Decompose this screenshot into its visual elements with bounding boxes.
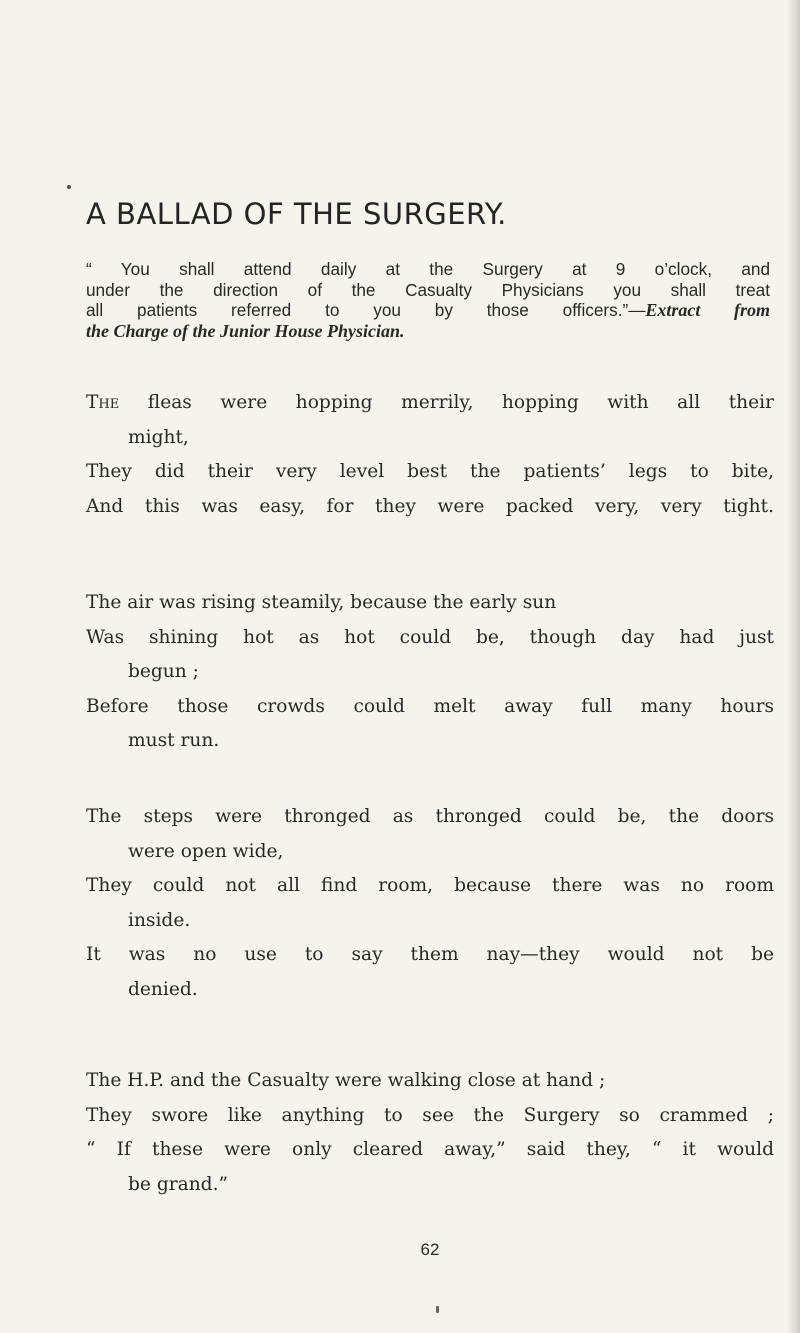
page-number: 62 — [420, 1240, 440, 1259]
ink-speck — [436, 1306, 439, 1313]
verse-line: inside. — [128, 909, 191, 931]
verse-line: might, — [128, 426, 189, 448]
stanza-3 — [86, 800, 774, 1008]
verse-line: “ If these were only cleared away,” said they, “ it would — [86, 1139, 774, 1161]
verse-line: be grand.” — [128, 1173, 228, 1195]
verse-line: begun ; — [128, 661, 199, 683]
stanza-4 — [86, 1064, 774, 1202]
bullet-mark — [67, 185, 71, 189]
page-edge-shadow — [786, 0, 800, 1333]
epigraph-source: the Charge of the Junior House Physician. — [86, 320, 405, 341]
verse-line: Was shining hot as hot could be, though day had just — [86, 626, 774, 648]
verse-line: The H.P. and the Casualty were walking close at hand ; — [86, 1070, 606, 1091]
verse-line: The air was rising steamily, because the early sun — [86, 592, 557, 613]
epigraph-source: Extract from — [645, 300, 770, 320]
epigraph-line: under the direction of the Casualty Physicians you shall treat — [86, 279, 770, 300]
poem-title: A BALLAD OF THE SURGERY. — [86, 197, 507, 231]
verse-line: denied. — [128, 978, 198, 1000]
verse-line: They did their very level best the patients’ legs to bite, — [86, 461, 774, 483]
epigraph-line: “ You shall attend daily at the Surgery at 9 o’clock, and — [86, 259, 770, 279]
verse-line — [86, 386, 774, 421]
drop-word: The — [86, 392, 120, 413]
stanza-1 — [86, 386, 774, 524]
verse-line: They swore like anything to see the Surgery so crammed ; — [86, 1104, 774, 1126]
verse-line: Before those crowds could melt away full many hours — [86, 695, 774, 717]
verse-line: They could not all find room, because there was no room — [86, 875, 774, 897]
verse-line: And this was easy, for they were packed very, very tight. — [86, 495, 774, 517]
epigraph-line — [86, 300, 770, 321]
verse-line: must run. — [128, 730, 220, 752]
stanza-2 — [86, 586, 774, 759]
verse-line: It was no use to say them nay—they would not be — [86, 944, 774, 966]
verse-text: fleas were hopping merrily, hopping with all their — [119, 392, 774, 413]
verse-line: were open wide, — [128, 840, 284, 862]
epigraph-line-text: all patients referred to you by those officers.”— — [86, 300, 646, 320]
verse-line: The steps were thronged as thronged could be, the doors — [86, 806, 774, 827]
epigraph-line — [86, 321, 770, 342]
epigraph — [86, 259, 770, 341]
